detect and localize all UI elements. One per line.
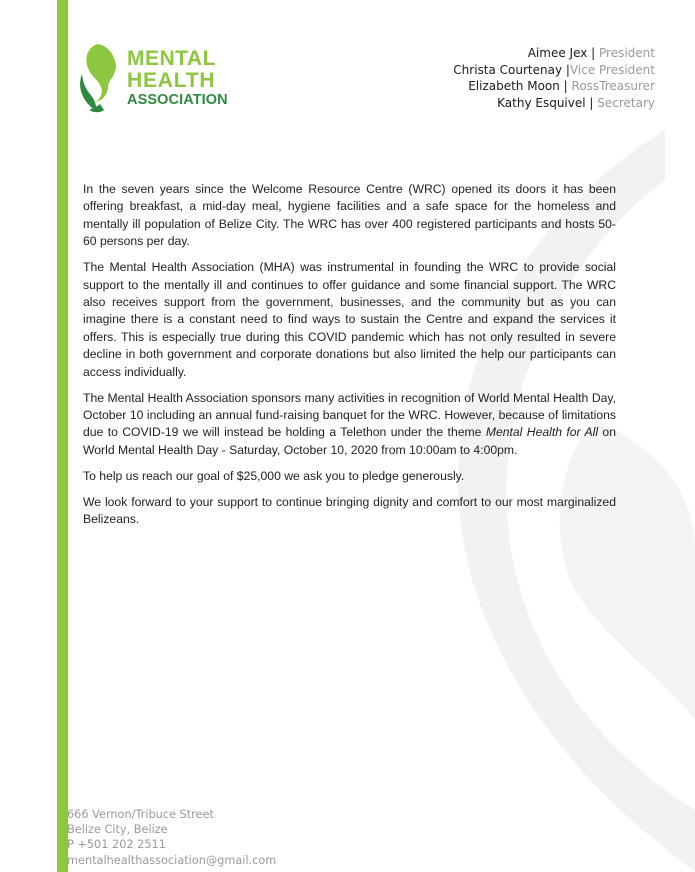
footer-address-line1: 666 Vernon/Tribuce Street [67, 808, 214, 821]
paragraph-intro: In the seven years since the Welcome Resource Centre (WRC) opened its doors it has been offering breakfast, a mid-day meal, hygiene facilities and a safe space for the homeless and mentally ill population of Belize City. The WRC has over 400 registered participants and hosts 50-60 persons per day. [83, 182, 616, 249]
footer-contact [67, 807, 276, 868]
officer-separator: | [585, 95, 598, 110]
paragraph-telethon-text-end: on World Mental Health Day - Saturday, October 10, 2020 from 10:00am to 4:00pm. [83, 425, 616, 457]
logo-text-health: HEALTH [127, 69, 216, 92]
footer-address-line2: Belize City, Belize [67, 823, 168, 837]
head-profile-icon [76, 40, 126, 115]
officers-list [453, 45, 655, 111]
officer-separator: | [562, 62, 570, 77]
paragraph-mha-role: The Mental Health Association (MHA) was instrumental in founding the WRC to provide social support to the mentally ill and continues to offer guidance and some financial support. The WRC also receives support from the government, businesses, and the community but as you can imagine there is a constant need to find ways to sustain the Centre and expand the services it offers. This is especially true during this COVID pandemic which has not only resulted in severe decline in both government and corporate donations but also limited the help our participants can access individually. [83, 260, 616, 379]
officer-role: RossTreasurer [571, 79, 655, 93]
officer-role: Secretary [597, 95, 655, 110]
footer-email: mentalhealthassociation@gmail.com [67, 853, 277, 867]
officer-separator: | [559, 79, 572, 93]
officer-role: President [599, 46, 655, 60]
officer-name: Elizabeth Moon [468, 79, 560, 93]
paragraph-closing: We look forward to your support to continue bringing dignity and comfort to our most marginalized Belizeans. [83, 494, 616, 527]
paragraph-telethon [83, 390, 616, 460]
left-accent-bar [57, 0, 68, 872]
paragraph-telethon-text: The Mental Health Association sponsors many activities in recognition of World Mental Health Day, October 10 including an annual fund-raising banquet for the WRC. However, because of limitations due to COVID-19 we will instead be holding a Telethon under the theme [83, 390, 616, 440]
officer-row [453, 62, 655, 79]
officer-role: Vice President [569, 62, 655, 77]
officer-separator: | [587, 46, 600, 60]
officer-row [453, 45, 655, 62]
officer-name: Aimee Jex [527, 46, 588, 60]
letter-body [83, 181, 616, 537]
telethon-theme: Mental Health for All [485, 425, 599, 440]
logo-text-association: ASSOCIATION [127, 92, 228, 108]
footer-phone: P +501 202 2511 [67, 838, 166, 852]
mha-logo [76, 40, 256, 115]
logo-text-mental: MENTAL [127, 47, 216, 70]
paragraph-goal: To help us reach our goal of $25,000 we ask you to pledge generously. [83, 468, 465, 483]
officer-row [453, 95, 655, 112]
officer-name: Kathy Esquivel [497, 95, 586, 110]
officer-row [453, 78, 655, 95]
officer-name: Christa Courtenay [453, 62, 563, 77]
